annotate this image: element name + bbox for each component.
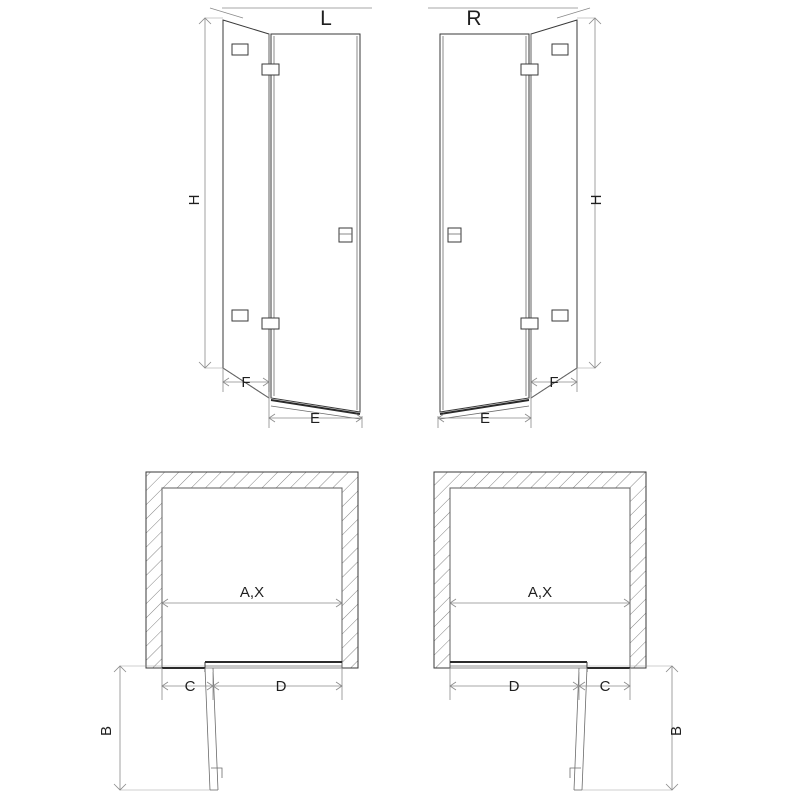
plan-left-view <box>98 472 358 790</box>
f-label-left: F <box>241 374 251 391</box>
door-panel-right <box>440 34 529 412</box>
handle-left <box>339 228 352 242</box>
wall-outline-left <box>146 472 358 668</box>
fixed-panel-right <box>531 20 577 398</box>
hinge-bottom-right <box>552 310 568 321</box>
door-panel-left <box>271 34 360 412</box>
top-angle-line-left <box>210 8 243 18</box>
hinge-top-left <box>232 44 248 55</box>
plan-right-view <box>434 472 685 790</box>
d-label-right: D <box>508 678 520 695</box>
door-open-detail-right <box>570 768 581 778</box>
elevation-left-view <box>186 7 372 428</box>
handle-right <box>448 228 461 242</box>
e-label-right: E <box>479 410 491 427</box>
room-inner-left <box>162 488 342 668</box>
c-label-left: C <box>184 678 196 695</box>
hinge-bottom-inner-right <box>521 318 538 329</box>
door-open-detail-left <box>211 768 222 778</box>
hinge-bottom-inner-left <box>262 318 279 329</box>
variant-label-left: L <box>320 7 332 30</box>
c-label-right: C <box>599 678 611 695</box>
hinge-bottom-left <box>232 310 248 321</box>
ax-label-left: A,X <box>239 584 265 601</box>
hinge-top-right <box>552 44 568 55</box>
hinge-top-inner-right <box>521 64 538 75</box>
wall-hatch-right <box>434 472 646 668</box>
wall-hatch-left <box>146 472 358 668</box>
room-inner-right <box>450 488 630 668</box>
top-angle-line-right <box>557 8 590 18</box>
e-label-left: E <box>309 410 321 427</box>
hinge-top-inner-left <box>262 64 279 75</box>
wall-outline-right <box>434 472 646 668</box>
fixed-panel-left <box>223 20 269 398</box>
b-label-left: B <box>98 725 115 737</box>
height-label-right: H <box>588 194 605 206</box>
height-label-left: H <box>186 194 203 206</box>
f-label-right: F <box>549 374 559 391</box>
ax-label-right: A,X <box>527 584 553 601</box>
variant-label-right: R <box>466 7 482 30</box>
b-label-right: B <box>668 725 685 737</box>
elevation-right-view <box>428 7 605 428</box>
d-label-left: D <box>275 678 287 695</box>
